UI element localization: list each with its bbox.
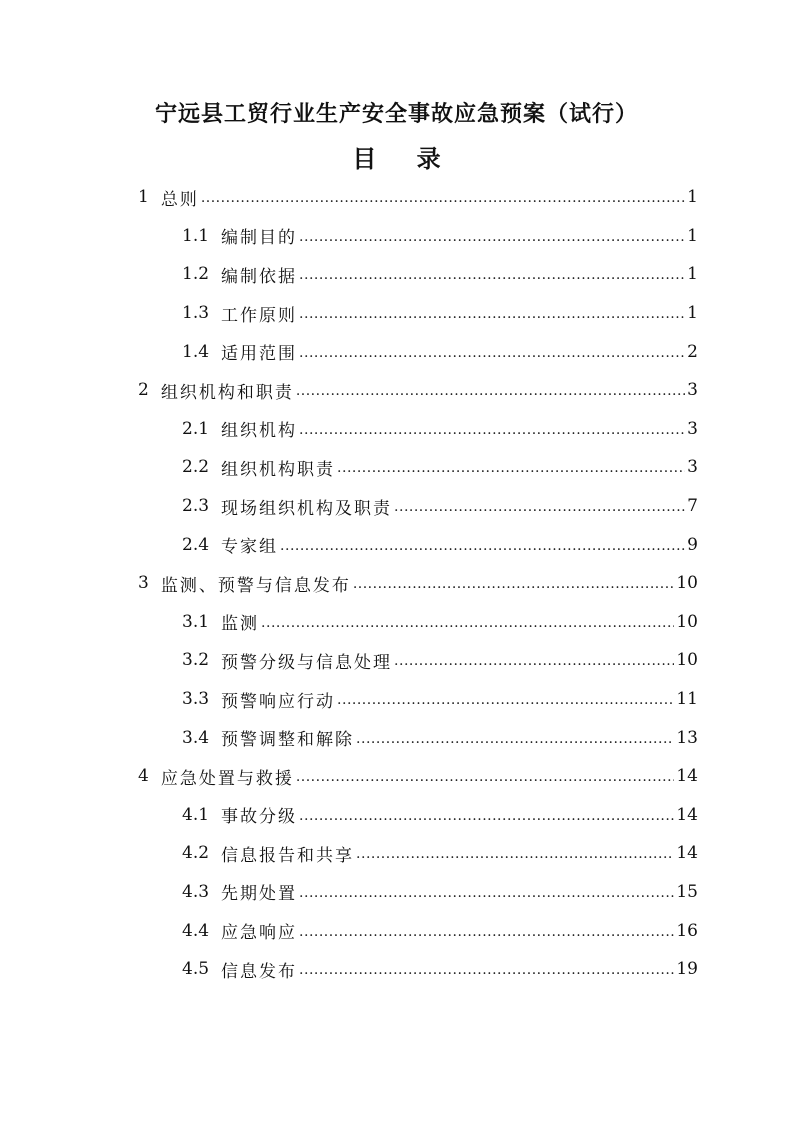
toc-entry-page-number: 16	[676, 920, 698, 941]
toc-dot-leader	[201, 190, 685, 206]
toc-entry-label: 预警分级与信息处理	[221, 652, 393, 673]
toc-entry-label: 编制目的	[221, 228, 298, 249]
toc-entry-page-number: 10	[676, 573, 698, 594]
toc-entry-number: 2	[138, 380, 149, 401]
toc-dot-leader	[296, 383, 685, 399]
toc-entry-page-number: 11	[676, 689, 698, 710]
toc-entry[interactable]	[0, 410, 793, 449]
toc-dot-leader	[299, 924, 674, 940]
toc-entry[interactable]	[0, 371, 793, 410]
toc-dot-leader	[299, 885, 674, 901]
toc-entry-number: 2.2	[182, 457, 210, 478]
toc-entry-page-number: 3	[687, 457, 698, 478]
toc-entry[interactable]	[0, 332, 793, 371]
toc-entry-number: 4.4	[182, 920, 210, 941]
toc-entry-number: 3.4	[182, 727, 210, 748]
toc-entry-label: 信息发布	[221, 961, 298, 982]
toc-entry-label: 适用范围	[221, 344, 298, 365]
toc-entry-label: 先期处置	[221, 884, 298, 905]
toc-entry-page-number: 1	[687, 187, 698, 208]
toc-entry-label: 事故分级	[221, 807, 298, 828]
toc-entry-label: 组织机构	[221, 421, 298, 442]
toc-entry-label: 专家组	[221, 537, 279, 558]
toc-entry-label: 监测、预警与信息发布	[160, 575, 351, 596]
toc-entry-number: 1.2	[182, 264, 210, 285]
toc-dot-leader	[353, 576, 675, 592]
toc-entry-number: 2.1	[182, 418, 210, 439]
toc-entry[interactable]	[0, 178, 793, 217]
toc-entry[interactable]	[0, 873, 793, 912]
toc-entry-label: 总则	[160, 189, 199, 210]
toc-entry-number: 3.1	[182, 611, 210, 632]
toc-entry-label: 组织机构职责	[221, 459, 336, 480]
toc-entry-label: 组织机构和职责	[160, 382, 294, 403]
toc-dot-leader	[280, 538, 685, 554]
toc-entry[interactable]	[0, 796, 793, 835]
toc-heading: 目 录	[352, 145, 457, 173]
toc-dot-leader	[394, 499, 685, 515]
toc-entry-label: 监测	[221, 614, 260, 635]
toc-entry[interactable]	[0, 294, 793, 333]
toc-entry-number: 3	[138, 573, 149, 594]
toc-entry-label: 应急响应	[221, 923, 298, 944]
toc-dot-leader	[337, 460, 685, 476]
toc-entry-page-number: 15	[676, 881, 698, 902]
toc-entry-number: 4.3	[182, 881, 210, 902]
toc-entry-number: 1	[138, 187, 149, 208]
toc-entry-page-number: 9	[687, 534, 698, 555]
toc-entry-number: 1.3	[182, 303, 210, 324]
toc-entry-label: 预警调整和解除	[221, 730, 355, 751]
toc-entry-number: 1.4	[182, 341, 210, 362]
toc-dot-leader	[299, 229, 685, 245]
toc-entry-page-number: 3	[687, 380, 698, 401]
toc-entry[interactable]	[0, 487, 793, 526]
toc-entry-page-number: 13	[676, 727, 698, 748]
toc-dot-leader	[394, 653, 674, 669]
toc-entry-number: 3.2	[182, 650, 210, 671]
toc-entry-label: 现场组织机构及职责	[221, 498, 393, 519]
toc-entry-number: 4.1	[182, 804, 210, 825]
toc-entry-number: 4	[138, 766, 149, 787]
toc-entry-label: 预警响应行动	[221, 691, 336, 712]
toc-entry-number: 4.2	[182, 843, 210, 864]
toc-dot-leader	[296, 769, 675, 785]
toc-entry[interactable]	[0, 680, 793, 719]
toc-entry[interactable]	[0, 641, 793, 680]
toc-entry-label: 工作原则	[221, 305, 298, 326]
toc-entry[interactable]	[0, 950, 793, 989]
toc-entry[interactable]	[0, 603, 793, 642]
toc-entry[interactable]	[0, 834, 793, 873]
toc-entry-label: 应急处置与救援	[160, 768, 294, 789]
table-of-contents	[0, 178, 793, 988]
toc-dot-leader	[299, 345, 685, 361]
toc-dot-leader	[337, 692, 674, 708]
toc-dot-leader	[261, 615, 674, 631]
toc-entry-page-number: 1	[687, 303, 698, 324]
toc-entry-number: 2.3	[182, 496, 210, 517]
toc-entry[interactable]	[0, 564, 793, 603]
toc-dot-leader	[299, 306, 685, 322]
toc-entry-page-number: 3	[687, 418, 698, 439]
toc-dot-leader	[356, 846, 674, 862]
toc-entry-page-number: 19	[676, 959, 698, 980]
toc-entry-page-number: 1	[687, 264, 698, 285]
toc-entry-number: 3.3	[182, 689, 210, 710]
toc-entry[interactable]	[0, 718, 793, 757]
document-title: 宁远县工贸行业生产安全事故应急预案（试行）	[154, 102, 638, 127]
toc-entry-page-number: 7	[687, 496, 698, 517]
toc-entry-label: 编制依据	[221, 266, 298, 287]
toc-entry-page-number: 10	[676, 650, 698, 671]
toc-entry-number: 2.4	[182, 534, 210, 555]
toc-dot-leader	[299, 808, 674, 824]
toc-dot-leader	[356, 731, 674, 747]
toc-entry-page-number: 14	[676, 766, 698, 787]
toc-entry-page-number: 10	[676, 611, 698, 632]
toc-entry[interactable]	[0, 525, 793, 564]
toc-entry-page-number: 14	[676, 804, 698, 825]
toc-entry[interactable]	[0, 757, 793, 796]
toc-dot-leader	[299, 267, 685, 283]
toc-dot-leader	[299, 962, 674, 978]
toc-dot-leader	[299, 422, 685, 438]
toc-entry[interactable]	[0, 217, 793, 256]
toc-entry-number: 4.5	[182, 959, 210, 980]
toc-entry[interactable]	[0, 911, 793, 950]
toc-entry-page-number: 2	[687, 341, 698, 362]
toc-entry-number: 1.1	[182, 225, 210, 246]
toc-entry[interactable]	[0, 255, 793, 294]
toc-entry-page-number: 14	[676, 843, 698, 864]
toc-entry[interactable]	[0, 448, 793, 487]
toc-entry-page-number: 1	[687, 225, 698, 246]
toc-entry-label: 信息报告和共享	[221, 845, 355, 866]
